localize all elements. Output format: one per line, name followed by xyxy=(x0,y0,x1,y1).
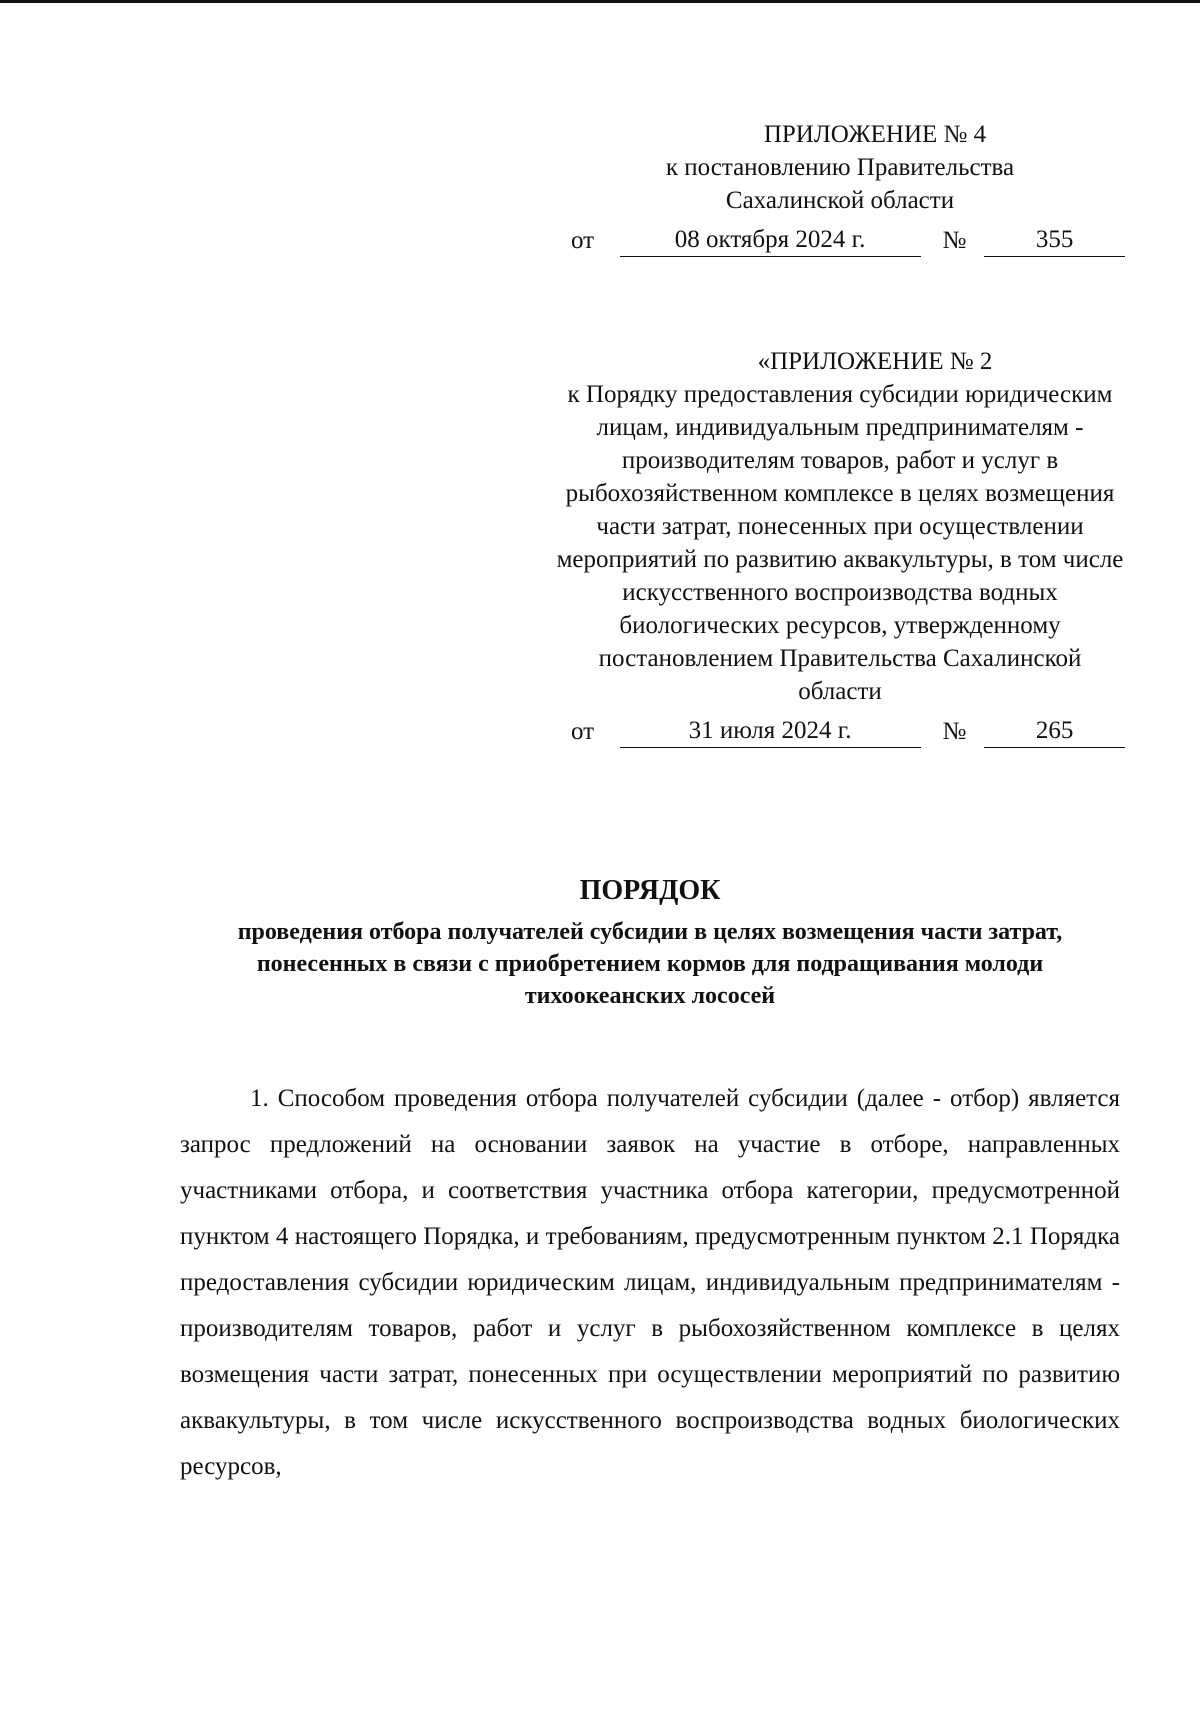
from-label: от xyxy=(571,718,595,745)
appendix-2-date-row xyxy=(555,710,1125,748)
appendix-2-header xyxy=(555,345,1125,748)
appendix-2-date: 31 июля 2024 г. xyxy=(620,714,921,748)
appendix-2-number: 265 xyxy=(984,714,1125,748)
appendix-4-line2: Сахалинской области xyxy=(725,187,955,214)
appendix-2-text: к Порядку предоставления субсидии юридическим лицам, индивидуальным предпринимателям - производителям товаров, работ и услуг в рыбохозяйственном комплексе в целях возмещения части затрат, понесенных при осуществлении мероприятий по развитию аквакультуры, в том числе искусственного воспроизводства водных биологических ресурсов, утвержденному постановлением Правительства Сахалинской области xyxy=(556,381,1124,705)
appendix-4-date: 08 октября 2024 г. xyxy=(620,223,921,257)
appendix-4-header xyxy=(555,118,1125,257)
appendix-4-number: 355 xyxy=(984,223,1125,257)
from-label: от xyxy=(571,227,595,254)
appendix-4-date-row xyxy=(555,219,1125,257)
order-subtitle: проведения отбора получателей субсидии в целях возмещения части затрат, понесенных в связи с приобретением кормов для подращивания молоди тихоокеанских лососей xyxy=(237,919,1063,1009)
appendix-4-line1: к постановлению Правительства xyxy=(665,154,1015,181)
number-sign: № xyxy=(942,227,967,254)
top-edge-rule xyxy=(0,0,1200,3)
appendix-2-title: «ПРИЛОЖЕНИЕ № 2 xyxy=(757,348,993,375)
body-paragraph-1: 1. Способом проведения отбора получателей субсидии (далее - отбор) является запрос предложений на основании заявок на участие в отборе, направленных участниками отбора, и соответствия участника отбора категории, предусмотренной пунктом 4 настоящего Порядка, и требованиям, предусмотренным пунктом 2.1 Порядка предоставления субсидии юридическим лицам, индивидуальным предпринимателям - производителям товаров, работ и услуг в рыбохозяйственном комплексе в целях возмещения части затрат, понесенных при осуществлении мероприятий по развитию аквакультуры, в том числе искусственного воспроизводства водных биологических ресурсов, xyxy=(180,1085,1120,1480)
order-title: ПОРЯДОК xyxy=(579,875,721,906)
order-heading xyxy=(150,872,1150,1012)
appendix-4-title: ПРИЛОЖЕНИЕ № 4 xyxy=(763,121,987,148)
number-sign: № xyxy=(942,718,967,745)
